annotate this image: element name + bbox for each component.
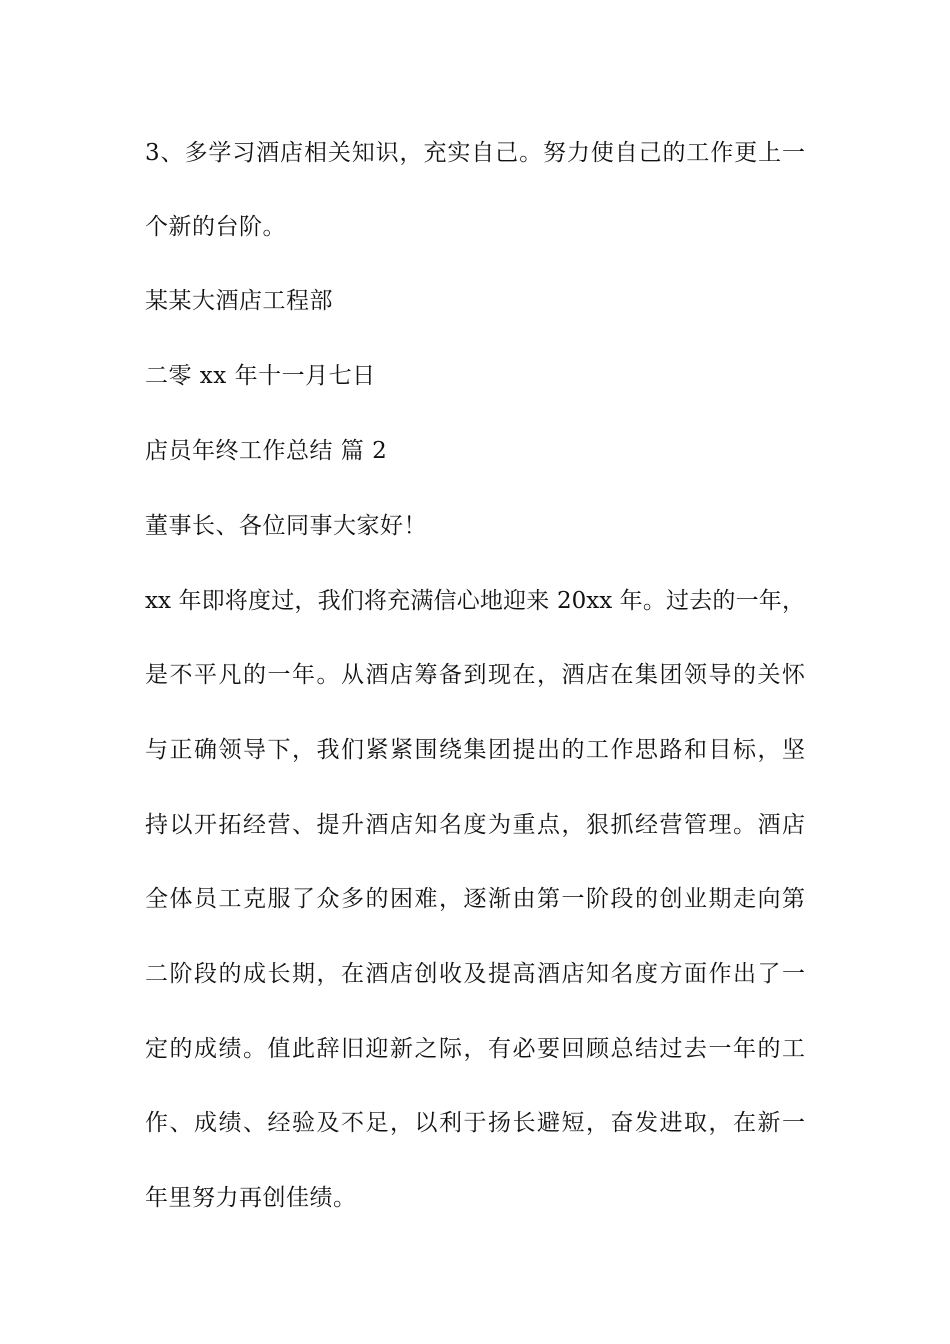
paragraph-line: xx 年即将度过，我们将充满信心地迎来 20xx 年。过去的一年，: [145, 588, 805, 614]
paragraph-line: 个新的台阶。: [145, 214, 286, 240]
salutation: 董事长、各位同事大家好！: [145, 513, 427, 539]
paragraph-line: 全体员工克服了众多的困难，逐渐由第一阶段的创业期走向第: [145, 886, 805, 912]
department-signature: 某某大酒店工程部: [145, 288, 333, 314]
paragraph-line: 二阶段的成长期，在酒店创收及提高酒店知名度方面作出了一: [145, 961, 805, 987]
paragraph-line: 3、多学习酒店相关知识，充实自己。努力使自己的工作更上一: [145, 140, 805, 166]
paragraph-line: 定的成绩。值此辞旧迎新之际，有必要回顾总结过去一年的工: [145, 1036, 805, 1062]
section-title: 店员年终工作总结 篇 2: [145, 438, 388, 464]
paragraph-line: 持以开拓经营、提升酒店知名度为重点，狠抓经营管理。酒店: [145, 812, 805, 838]
signature-date: 二零 xx 年十一月七日: [145, 363, 376, 389]
paragraph-line: 年里努力再创佳绩。: [145, 1185, 357, 1211]
paragraph-line: 与正确领导下，我们紧紧围绕集团提出的工作思路和目标，坚: [145, 737, 805, 763]
paragraph-line: 作、成绩、经验及不足，以利于扬长避短，奋发进取，在新一: [145, 1110, 805, 1136]
paragraph-line: 是不平凡的一年。从酒店筹备到现在，酒店在集团领导的关怀: [145, 662, 805, 688]
